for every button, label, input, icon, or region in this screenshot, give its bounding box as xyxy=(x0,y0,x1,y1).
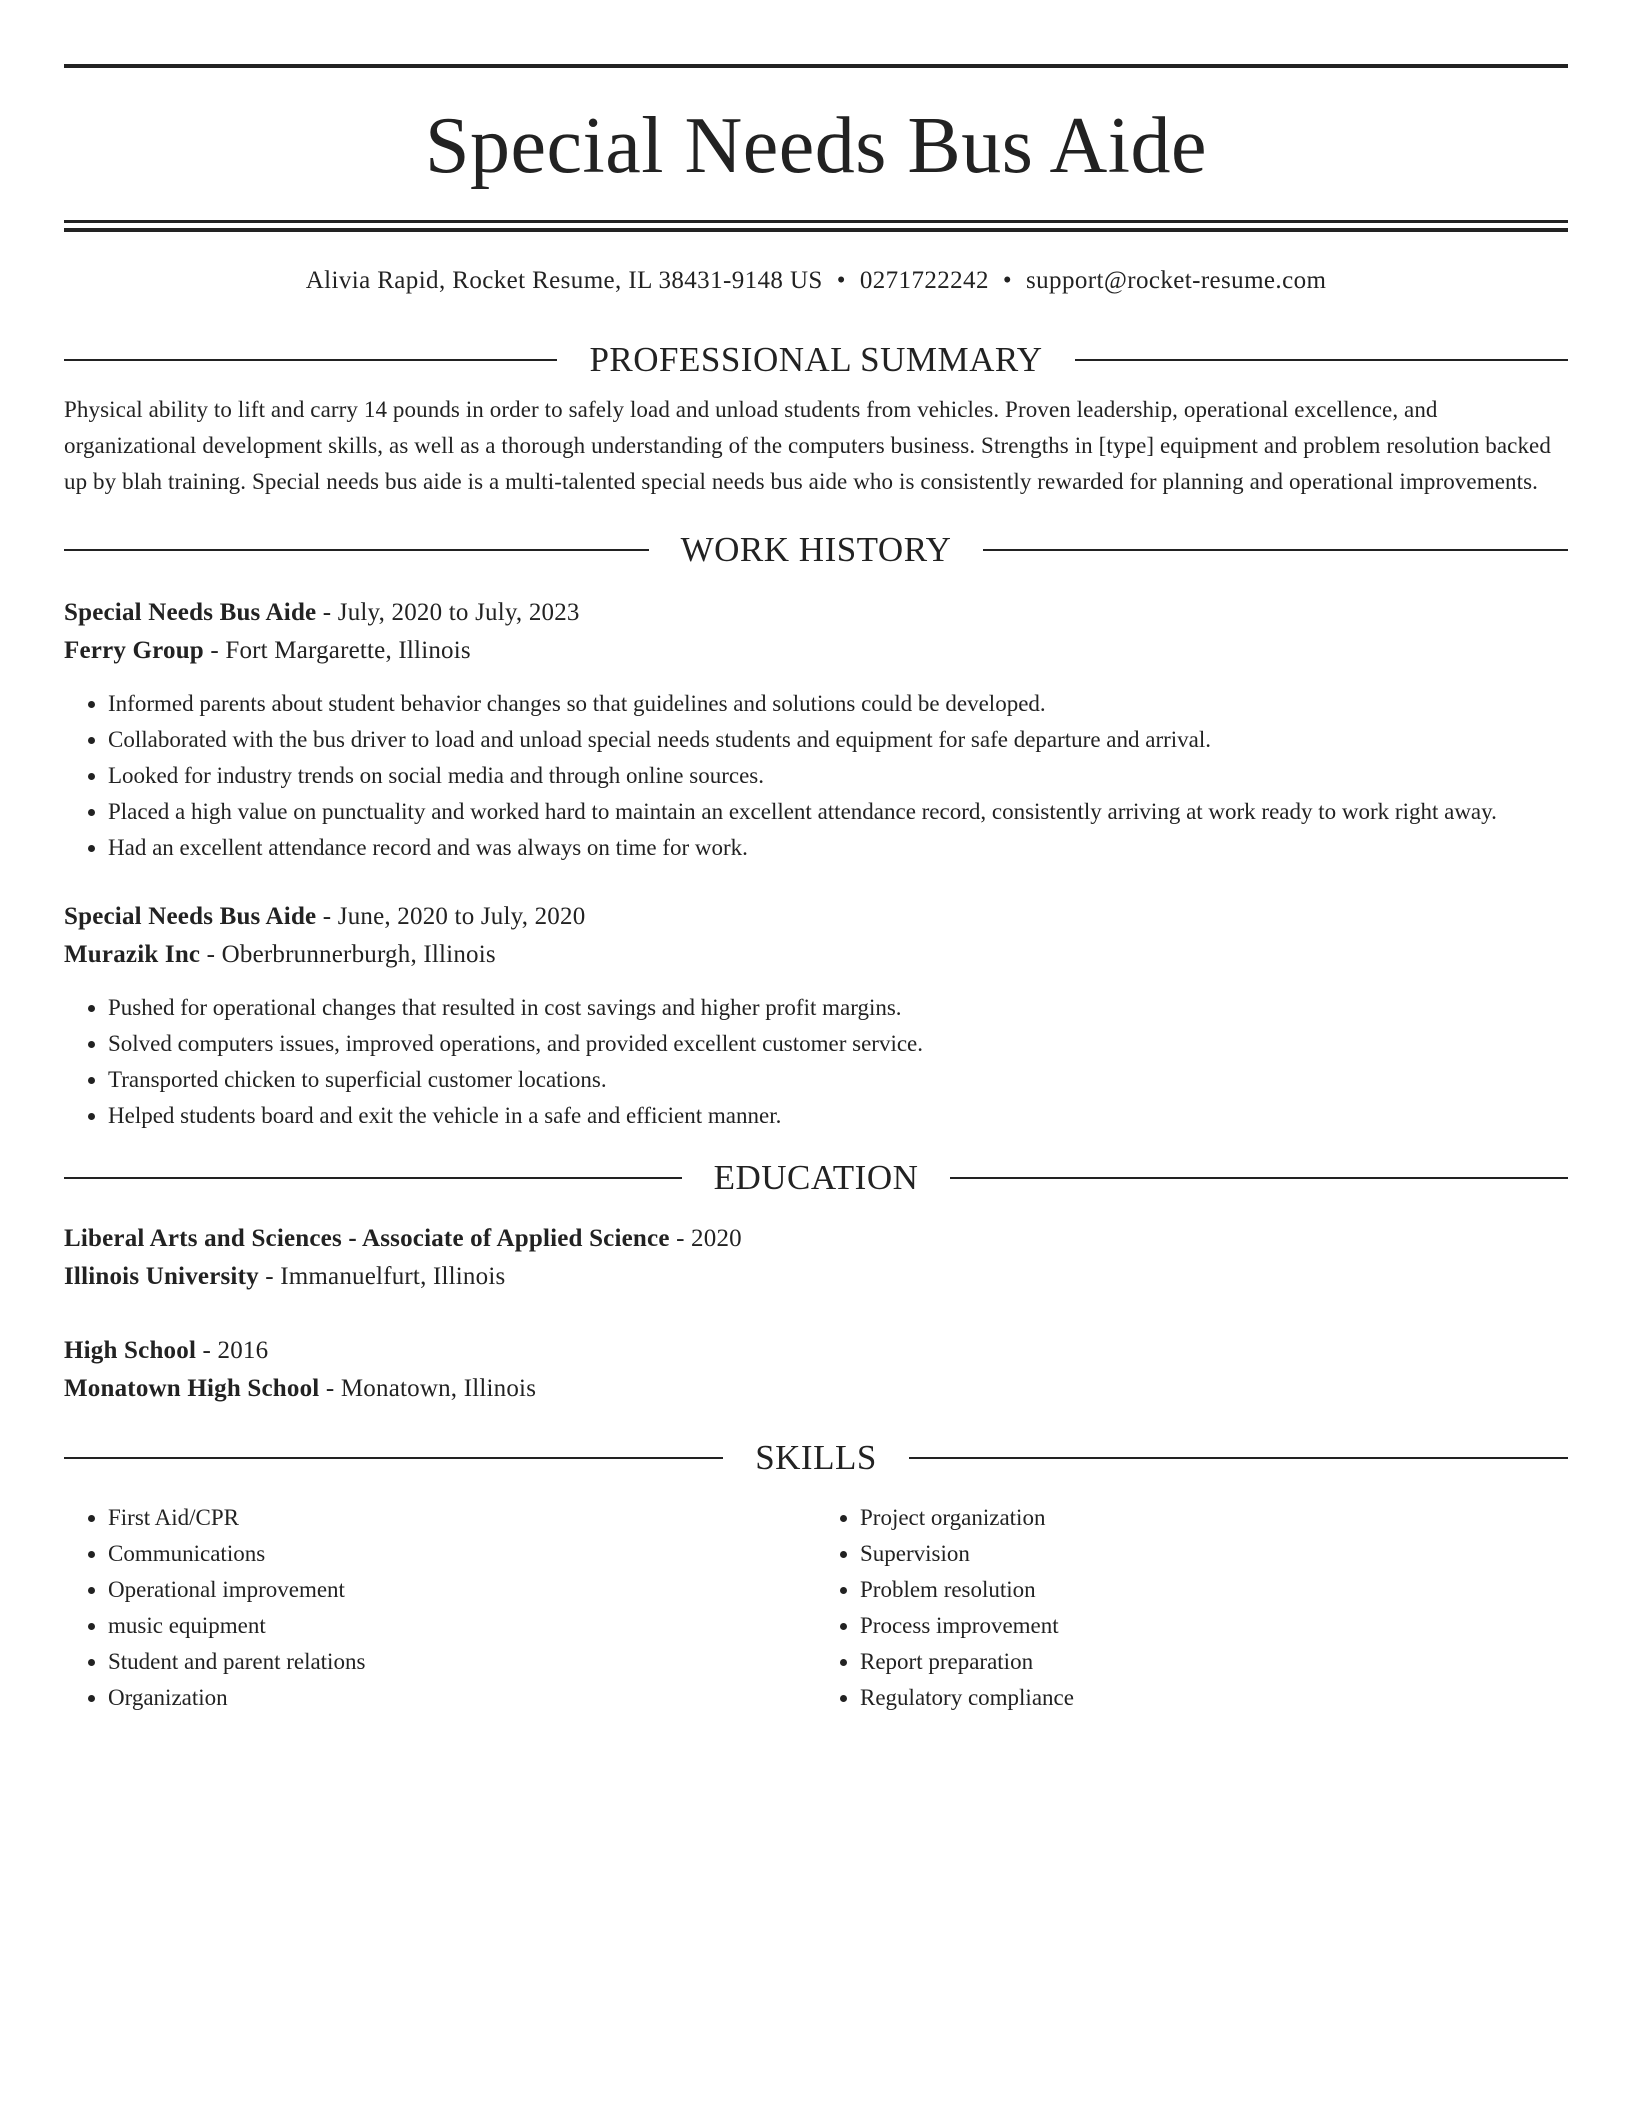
list-item: • Transported chicken to superficial customer locations. xyxy=(108,1062,1568,1098)
degree-line xyxy=(64,1332,1568,1370)
degree-year: - 2020 xyxy=(669,1225,742,1252)
company-location: - Oberbrunnerburgh, Illinois xyxy=(200,941,496,968)
contact-separator: • xyxy=(836,267,846,294)
skill-item: • First Aid/CPR xyxy=(108,1500,816,1536)
resume-title: Special Needs Bus Aide xyxy=(425,102,1207,190)
heading-rule-right xyxy=(1075,359,1568,361)
job-title-line xyxy=(64,594,1568,632)
list-item: • Collaborated with the bus driver to load and unload special needs students and equipment for safe departure and arrival. xyxy=(108,722,1568,758)
education-entry xyxy=(64,1220,1568,1296)
skills-list-right xyxy=(816,1500,1568,1716)
job-title: Special Needs Bus Aide xyxy=(64,903,317,930)
heading-rule-left xyxy=(64,359,557,361)
degree-name: High School xyxy=(64,1337,197,1364)
heading-rule-right xyxy=(950,1177,1568,1179)
top-rule xyxy=(64,64,1568,68)
list-item: • Had an excellent attendance record and was always on time for work. xyxy=(108,830,1568,866)
section-title: SKILLS xyxy=(755,1438,877,1477)
contact-email: support@rocket-resume.com xyxy=(1026,267,1327,294)
job-dates: - June, 2020 to July, 2020 xyxy=(316,903,586,930)
company-line xyxy=(64,632,1568,670)
skill-item: • Communications xyxy=(108,1536,816,1572)
list-item: • Placed a high value on punctuality and worked hard to maintain an excellent attendance record, consistently arriving at work ready to work right away. xyxy=(108,794,1568,830)
list-item: • Helped students board and exit the vehicle in a safe and efficient manner. xyxy=(108,1098,1568,1134)
skill-item: • Report preparation xyxy=(860,1644,1568,1680)
skill-item: • Organization xyxy=(108,1680,816,1716)
skill-item: • Regulatory compliance xyxy=(860,1680,1568,1716)
heading-rule-right xyxy=(983,549,1568,551)
title-double-rule xyxy=(64,220,1568,232)
school-line xyxy=(64,1258,1568,1296)
skills-columns xyxy=(64,1500,1568,1716)
heading-rule-right xyxy=(909,1457,1568,1459)
contact-phone: 0271722242 xyxy=(859,267,989,294)
job-dates: - July, 2020 to July, 2023 xyxy=(316,599,580,626)
work-entry xyxy=(64,898,1568,1134)
school-name: Illinois University xyxy=(64,1263,259,1290)
skill-item: • Operational improvement xyxy=(108,1572,816,1608)
company-location: - Fort Margarette, Illinois xyxy=(203,637,471,664)
school-line xyxy=(64,1370,1568,1408)
section-heading-education xyxy=(64,1156,1568,1200)
section-title: EDUCATION xyxy=(713,1158,919,1197)
skill-item: • Supervision xyxy=(860,1536,1568,1572)
skill-item: • Process improvement xyxy=(860,1608,1568,1644)
job-bullets xyxy=(64,990,1568,1134)
skill-item: • music equipment xyxy=(108,1608,816,1644)
heading-rule-left xyxy=(64,1177,682,1179)
degree-name: Liberal Arts and Sciences - Associate of Applied Science xyxy=(64,1225,670,1252)
school-location: - Immanuelfurt, Illinois xyxy=(258,1263,506,1290)
section-title: PROFESSIONAL SUMMARY xyxy=(589,340,1043,379)
work-entry xyxy=(64,594,1568,866)
list-item: • Solved computers issues, improved operations, and provided excellent customer service. xyxy=(108,1026,1568,1062)
heading-rule-left xyxy=(64,549,649,551)
summary-paragraph: Physical ability to lift and carry 14 pounds in order to safely load and unload students from vehicles. Proven leadership, operational excellence, and organizational development skills, as well as a thorough understanding of the computers business. Strengths in [type] equipment and problem resolution backed up by blah training. Special needs bus aide is a multi-talented special needs bus aide who is consistently rewarded for planning and operational improvements. xyxy=(64,397,1551,494)
job-title: Special Needs Bus Aide xyxy=(64,599,317,626)
list-item: • Pushed for operational changes that resulted in cost savings and higher profit margins. xyxy=(108,990,1568,1026)
resume-page xyxy=(64,64,1568,1716)
skills-list-left xyxy=(64,1500,816,1716)
list-item: • Looked for industry trends on social media and through online sources. xyxy=(108,758,1568,794)
company-line xyxy=(64,936,1568,974)
list-item: • Informed parents about student behavior changes so that guidelines and solutions could be developed. xyxy=(108,686,1568,722)
section-heading-work xyxy=(64,528,1568,572)
school-name: Monatown High School xyxy=(64,1375,320,1402)
section-title: WORK HISTORY xyxy=(680,530,952,569)
job-bullets xyxy=(64,686,1568,866)
school-location: - Monatown, Illinois xyxy=(319,1375,537,1402)
company-name: Murazik Inc xyxy=(64,941,201,968)
skill-item: • Project organization xyxy=(860,1500,1568,1536)
contact-separator: • xyxy=(1002,267,1013,294)
skill-item: • Student and parent relations xyxy=(108,1644,816,1680)
degree-year: - 2016 xyxy=(196,1337,269,1364)
section-heading-summary xyxy=(64,338,1568,382)
section-heading-skills xyxy=(64,1436,1568,1480)
education-entry xyxy=(64,1332,1568,1408)
skill-item: • Problem resolution xyxy=(860,1572,1568,1608)
job-title-line xyxy=(64,898,1568,936)
contact-line xyxy=(64,264,1568,298)
heading-rule-left xyxy=(64,1457,723,1459)
contact-address: Alivia Rapid, Rocket Resume, IL 38431-9148 US xyxy=(305,267,823,294)
company-name: Ferry Group xyxy=(64,637,204,664)
degree-line xyxy=(64,1220,1568,1258)
